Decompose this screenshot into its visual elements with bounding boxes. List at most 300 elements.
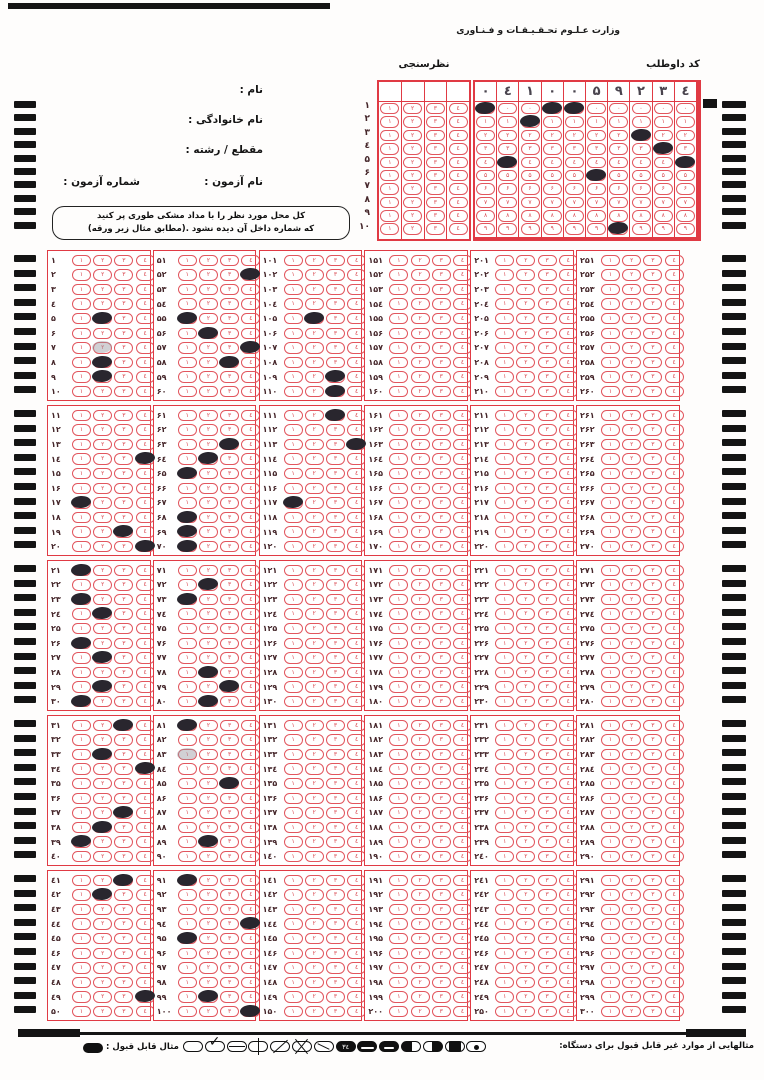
answer-bubble[interactable] (622, 298, 641, 310)
code-bubble[interactable] (476, 223, 495, 235)
answer-bubble[interactable] (136, 962, 155, 974)
answer-bubble[interactable] (220, 889, 239, 901)
answer-bubble[interactable] (114, 608, 133, 620)
answer-bubble[interactable] (665, 793, 684, 805)
answer-bubble[interactable] (326, 439, 345, 451)
answer-bubble[interactable] (93, 497, 112, 509)
answer-bubble[interactable] (411, 565, 430, 577)
code-bubble[interactable] (676, 103, 695, 115)
answer-bubble[interactable] (432, 904, 451, 916)
answer-bubble[interactable] (538, 918, 557, 930)
answer-bubble[interactable] (241, 541, 260, 553)
answer-bubble[interactable] (622, 918, 641, 930)
answer-bubble[interactable] (326, 594, 345, 606)
answer-bubble[interactable] (601, 468, 620, 480)
survey-bubble[interactable] (449, 170, 468, 182)
answer-bubble[interactable] (284, 608, 303, 620)
answer-bubble[interactable] (389, 667, 408, 679)
answer-bubble[interactable] (284, 749, 303, 761)
answer-bubble[interactable] (622, 851, 641, 863)
answer-bubble[interactable] (411, 357, 430, 369)
answer-bubble[interactable] (220, 608, 239, 620)
answer-bubble[interactable] (411, 453, 430, 465)
answer-bubble[interactable] (305, 468, 324, 480)
answer-bubble[interactable] (601, 410, 620, 422)
answer-bubble[interactable] (326, 579, 345, 591)
answer-bubble[interactable] (516, 763, 535, 775)
answer-bubble[interactable] (347, 594, 366, 606)
code-bubble[interactable] (654, 157, 673, 169)
answer-bubble[interactable] (72, 904, 91, 916)
survey-bubble[interactable] (380, 103, 399, 115)
answer-bubble[interactable] (432, 807, 451, 819)
answer-bubble[interactable] (72, 977, 91, 989)
answer-bubble[interactable] (347, 284, 366, 296)
answer-bubble[interactable] (284, 807, 303, 819)
answer-bubble[interactable] (72, 889, 91, 901)
answer-bubble[interactable] (72, 623, 91, 635)
answer-bubble[interactable] (326, 749, 345, 761)
answer-bubble[interactable] (411, 269, 430, 281)
answer-bubble[interactable] (326, 991, 345, 1003)
answer-bubble[interactable] (389, 269, 408, 281)
answer-bubble[interactable] (665, 749, 684, 761)
answer-bubble[interactable] (114, 424, 133, 436)
answer-bubble[interactable] (643, 298, 662, 310)
answer-bubble[interactable] (601, 497, 620, 509)
answer-bubble[interactable] (432, 991, 451, 1003)
answer-bubble[interactable] (326, 342, 345, 354)
code-bubble[interactable] (498, 130, 517, 142)
answer-bubble[interactable] (136, 807, 155, 819)
answer-bubble[interactable] (601, 594, 620, 606)
answer-bubble[interactable] (538, 822, 557, 834)
answer-bubble[interactable] (284, 439, 303, 451)
answer-bubble[interactable] (516, 977, 535, 989)
answer-bubble[interactable] (559, 991, 578, 1003)
answer-bubble[interactable] (199, 623, 218, 635)
answer-bubble[interactable] (495, 526, 514, 538)
code-bubble[interactable] (676, 130, 695, 142)
answer-bubble[interactable] (72, 734, 91, 746)
answer-bubble[interactable] (136, 269, 155, 281)
answer-bubble[interactable] (665, 904, 684, 916)
answer-bubble[interactable] (389, 793, 408, 805)
answer-bubble[interactable] (389, 807, 408, 819)
answer-bubble[interactable] (114, 497, 133, 509)
answer-bubble[interactable] (305, 793, 324, 805)
answer-bubble[interactable] (136, 681, 155, 693)
answer-bubble[interactable] (495, 681, 514, 693)
answer-bubble[interactable] (178, 875, 197, 887)
code-bubble[interactable] (609, 143, 628, 155)
answer-bubble[interactable] (559, 875, 578, 887)
answer-bubble[interactable] (136, 749, 155, 761)
answer-bubble[interactable] (665, 836, 684, 848)
answer-bubble[interactable] (432, 424, 451, 436)
answer-bubble[interactable] (389, 749, 408, 761)
answer-bubble[interactable] (114, 269, 133, 281)
answer-bubble[interactable] (93, 933, 112, 945)
answer-bubble[interactable] (559, 696, 578, 708)
answer-bubble[interactable] (241, 875, 260, 887)
answer-bubble[interactable] (347, 933, 366, 945)
answer-bubble[interactable] (389, 342, 408, 354)
answer-bubble[interactable] (516, 526, 535, 538)
code-bubble[interactable] (521, 116, 540, 128)
answer-bubble[interactable] (643, 918, 662, 930)
answer-bubble[interactable] (178, 512, 197, 524)
answer-bubble[interactable] (622, 565, 641, 577)
answer-bubble[interactable] (559, 933, 578, 945)
answer-bubble[interactable] (432, 541, 451, 553)
answer-bubble[interactable] (114, 255, 133, 267)
answer-bubble[interactable] (114, 565, 133, 577)
answer-bubble[interactable] (93, 991, 112, 1003)
answer-bubble[interactable] (643, 410, 662, 422)
answer-bubble[interactable] (516, 889, 535, 901)
answer-bubble[interactable] (559, 386, 578, 398)
answer-bubble[interactable] (241, 526, 260, 538)
answer-bubble[interactable] (284, 991, 303, 1003)
answer-bubble[interactable] (453, 579, 472, 591)
answer-bubble[interactable] (665, 357, 684, 369)
answer-bubble[interactable] (538, 328, 557, 340)
answer-bubble[interactable] (601, 778, 620, 790)
answer-bubble[interactable] (72, 328, 91, 340)
answer-bubble[interactable] (389, 734, 408, 746)
answer-bubble[interactable] (665, 328, 684, 340)
answer-bubble[interactable] (178, 497, 197, 509)
answer-bubble[interactable] (622, 313, 641, 325)
answer-bubble[interactable] (220, 298, 239, 310)
answer-bubble[interactable] (284, 734, 303, 746)
answer-bubble[interactable] (178, 720, 197, 732)
code-bubble[interactable] (654, 223, 673, 235)
answer-bubble[interactable] (559, 681, 578, 693)
answer-bubble[interactable] (665, 696, 684, 708)
answer-bubble[interactable] (199, 579, 218, 591)
answer-bubble[interactable] (665, 807, 684, 819)
answer-bubble[interactable] (347, 512, 366, 524)
answer-bubble[interactable] (72, 255, 91, 267)
answer-bubble[interactable] (305, 284, 324, 296)
answer-bubble[interactable] (284, 652, 303, 664)
answer-bubble[interactable] (72, 410, 91, 422)
answer-bubble[interactable] (72, 681, 91, 693)
answer-bubble[interactable] (538, 977, 557, 989)
answer-bubble[interactable] (284, 328, 303, 340)
answer-bubble[interactable] (411, 1006, 430, 1018)
answer-bubble[interactable] (326, 734, 345, 746)
answer-bubble[interactable] (665, 681, 684, 693)
answer-bubble[interactable] (241, 497, 260, 509)
answer-bubble[interactable] (199, 410, 218, 422)
answer-bubble[interactable] (411, 579, 430, 591)
answer-bubble[interactable] (453, 836, 472, 848)
answer-bubble[interactable] (199, 807, 218, 819)
answer-bubble[interactable] (643, 851, 662, 863)
answer-bubble[interactable] (93, 734, 112, 746)
answer-bubble[interactable] (389, 822, 408, 834)
answer-bubble[interactable] (72, 720, 91, 732)
answer-bubble[interactable] (347, 948, 366, 960)
code-bubble[interactable] (543, 197, 562, 209)
answer-bubble[interactable] (601, 608, 620, 620)
answer-bubble[interactable] (284, 386, 303, 398)
answer-bubble[interactable] (432, 371, 451, 383)
answer-bubble[interactable] (114, 623, 133, 635)
answer-bubble[interactable] (665, 608, 684, 620)
answer-bubble[interactable] (284, 977, 303, 989)
survey-bubble[interactable] (426, 143, 445, 155)
survey-bubble[interactable] (403, 170, 422, 182)
answer-bubble[interactable] (136, 371, 155, 383)
answer-bubble[interactable] (432, 579, 451, 591)
answer-bubble[interactable] (538, 342, 557, 354)
answer-bubble[interactable] (72, 565, 91, 577)
answer-bubble[interactable] (516, 439, 535, 451)
code-bubble[interactable] (654, 170, 673, 182)
code-bubble[interactable] (521, 183, 540, 195)
answer-bubble[interactable] (495, 778, 514, 790)
answer-bubble[interactable] (453, 541, 472, 553)
answer-bubble[interactable] (411, 424, 430, 436)
answer-bubble[interactable] (347, 453, 366, 465)
answer-bubble[interactable] (93, 822, 112, 834)
answer-bubble[interactable] (516, 468, 535, 480)
answer-bubble[interactable] (559, 565, 578, 577)
answer-bubble[interactable] (72, 269, 91, 281)
code-bubble[interactable] (654, 197, 673, 209)
answer-bubble[interactable] (305, 594, 324, 606)
answer-bubble[interactable] (516, 638, 535, 650)
answer-bubble[interactable] (453, 948, 472, 960)
answer-bubble[interactable] (495, 623, 514, 635)
survey-bubble[interactable] (403, 157, 422, 169)
answer-bubble[interactable] (559, 623, 578, 635)
code-bubble[interactable] (654, 183, 673, 195)
answer-bubble[interactable] (284, 298, 303, 310)
answer-bubble[interactable] (495, 483, 514, 495)
answer-bubble[interactable] (220, 991, 239, 1003)
answer-bubble[interactable] (516, 565, 535, 577)
answer-bubble[interactable] (93, 875, 112, 887)
answer-bubble[interactable] (538, 734, 557, 746)
answer-bubble[interactable] (389, 638, 408, 650)
answer-bubble[interactable] (114, 904, 133, 916)
answer-bubble[interactable] (136, 778, 155, 790)
answer-bubble[interactable] (411, 778, 430, 790)
code-bubble[interactable] (676, 210, 695, 222)
answer-bubble[interactable] (93, 371, 112, 383)
answer-bubble[interactable] (453, 497, 472, 509)
answer-bubble[interactable] (495, 371, 514, 383)
answer-bubble[interactable] (538, 313, 557, 325)
answer-bubble[interactable] (199, 1006, 218, 1018)
answer-bubble[interactable] (453, 594, 472, 606)
answer-bubble[interactable] (453, 720, 472, 732)
answer-bubble[interactable] (601, 371, 620, 383)
answer-bubble[interactable] (284, 424, 303, 436)
answer-bubble[interactable] (284, 269, 303, 281)
answer-bubble[interactable] (178, 608, 197, 620)
answer-bubble[interactable] (432, 468, 451, 480)
answer-bubble[interactable] (305, 918, 324, 930)
survey-bubble[interactable] (426, 157, 445, 169)
answer-bubble[interactable] (136, 255, 155, 267)
answer-bubble[interactable] (241, 424, 260, 436)
answer-bubble[interactable] (136, 875, 155, 887)
answer-bubble[interactable] (601, 991, 620, 1003)
answer-bubble[interactable] (516, 991, 535, 1003)
answer-bubble[interactable] (538, 681, 557, 693)
answer-bubble[interactable] (72, 497, 91, 509)
answer-bubble[interactable] (495, 328, 514, 340)
survey-bubble[interactable] (403, 143, 422, 155)
answer-bubble[interactable] (305, 512, 324, 524)
code-bubble[interactable] (476, 143, 495, 155)
answer-bubble[interactable] (538, 497, 557, 509)
answer-bubble[interactable] (389, 579, 408, 591)
answer-bubble[interactable] (199, 526, 218, 538)
answer-bubble[interactable] (643, 652, 662, 664)
answer-bubble[interactable] (516, 269, 535, 281)
answer-bubble[interactable] (432, 386, 451, 398)
answer-bubble[interactable] (538, 889, 557, 901)
answer-bubble[interactable] (601, 763, 620, 775)
answer-bubble[interactable] (432, 948, 451, 960)
answer-bubble[interactable] (389, 933, 408, 945)
answer-bubble[interactable] (622, 681, 641, 693)
answer-bubble[interactable] (93, 948, 112, 960)
answer-bubble[interactable] (220, 483, 239, 495)
answer-bubble[interactable] (453, 734, 472, 746)
answer-bubble[interactable] (665, 875, 684, 887)
answer-bubble[interactable] (453, 468, 472, 480)
answer-bubble[interactable] (495, 962, 514, 974)
answer-bubble[interactable] (389, 565, 408, 577)
answer-bubble[interactable] (305, 763, 324, 775)
answer-bubble[interactable] (220, 410, 239, 422)
answer-bubble[interactable] (432, 342, 451, 354)
answer-bubble[interactable] (241, 608, 260, 620)
answer-bubble[interactable] (326, 652, 345, 664)
answer-bubble[interactable] (495, 386, 514, 398)
answer-bubble[interactable] (389, 439, 408, 451)
answer-bubble[interactable] (178, 255, 197, 267)
answer-bubble[interactable] (220, 696, 239, 708)
answer-bubble[interactable] (220, 623, 239, 635)
answer-bubble[interactable] (241, 749, 260, 761)
answer-bubble[interactable] (72, 638, 91, 650)
code-bubble[interactable] (498, 103, 517, 115)
answer-bubble[interactable] (178, 526, 197, 538)
survey-bubble[interactable] (403, 223, 422, 235)
answer-bubble[interactable] (305, 904, 324, 916)
answer-bubble[interactable] (643, 933, 662, 945)
answer-bubble[interactable] (516, 255, 535, 267)
answer-bubble[interactable] (199, 918, 218, 930)
code-bubble[interactable] (476, 103, 495, 115)
answer-bubble[interactable] (643, 681, 662, 693)
answer-bubble[interactable] (516, 681, 535, 693)
answer-bubble[interactable] (389, 977, 408, 989)
answer-bubble[interactable] (305, 342, 324, 354)
answer-bubble[interactable] (622, 284, 641, 296)
answer-bubble[interactable] (665, 851, 684, 863)
answer-bubble[interactable] (93, 778, 112, 790)
survey-bubble[interactable] (403, 210, 422, 222)
survey-bubble[interactable] (380, 210, 399, 222)
answer-bubble[interactable] (389, 918, 408, 930)
answer-bubble[interactable] (326, 720, 345, 732)
survey-bubble[interactable] (449, 130, 468, 142)
answer-bubble[interactable] (622, 468, 641, 480)
answer-bubble[interactable] (601, 749, 620, 761)
answer-bubble[interactable] (72, 875, 91, 887)
answer-bubble[interactable] (241, 439, 260, 451)
answer-bubble[interactable] (453, 357, 472, 369)
answer-bubble[interactable] (72, 851, 91, 863)
answer-bubble[interactable] (411, 667, 430, 679)
answer-bubble[interactable] (622, 512, 641, 524)
answer-bubble[interactable] (241, 357, 260, 369)
answer-bubble[interactable] (622, 386, 641, 398)
answer-bubble[interactable] (347, 720, 366, 732)
answer-bubble[interactable] (347, 667, 366, 679)
survey-bubble[interactable] (380, 143, 399, 155)
answer-bubble[interactable] (432, 453, 451, 465)
code-bubble[interactable] (609, 210, 628, 222)
answer-bubble[interactable] (453, 977, 472, 989)
answer-bubble[interactable] (305, 579, 324, 591)
answer-bubble[interactable] (199, 851, 218, 863)
answer-bubble[interactable] (411, 681, 430, 693)
answer-bubble[interactable] (516, 749, 535, 761)
answer-bubble[interactable] (72, 342, 91, 354)
answer-bubble[interactable] (72, 468, 91, 480)
answer-bubble[interactable] (495, 497, 514, 509)
code-bubble[interactable] (676, 197, 695, 209)
answer-bubble[interactable] (284, 623, 303, 635)
answer-bubble[interactable] (601, 667, 620, 679)
survey-bubble[interactable] (449, 210, 468, 222)
answer-bubble[interactable] (136, 720, 155, 732)
survey-bubble[interactable] (449, 197, 468, 209)
answer-bubble[interactable] (114, 822, 133, 834)
survey-bubble[interactable] (403, 116, 422, 128)
answer-bubble[interactable] (199, 652, 218, 664)
answer-bubble[interactable] (347, 298, 366, 310)
answer-bubble[interactable] (389, 763, 408, 775)
answer-bubble[interactable] (389, 889, 408, 901)
answer-bubble[interactable] (495, 439, 514, 451)
answer-bubble[interactable] (538, 991, 557, 1003)
answer-bubble[interactable] (114, 453, 133, 465)
answer-bubble[interactable] (601, 328, 620, 340)
answer-bubble[interactable] (559, 497, 578, 509)
answer-bubble[interactable] (643, 889, 662, 901)
answer-bubble[interactable] (538, 371, 557, 383)
answer-bubble[interactable] (411, 991, 430, 1003)
answer-bubble[interactable] (516, 667, 535, 679)
answer-bubble[interactable] (347, 807, 366, 819)
answer-bubble[interactable] (601, 313, 620, 325)
answer-bubble[interactable] (453, 410, 472, 422)
answer-bubble[interactable] (72, 512, 91, 524)
answer-bubble[interactable] (559, 652, 578, 664)
